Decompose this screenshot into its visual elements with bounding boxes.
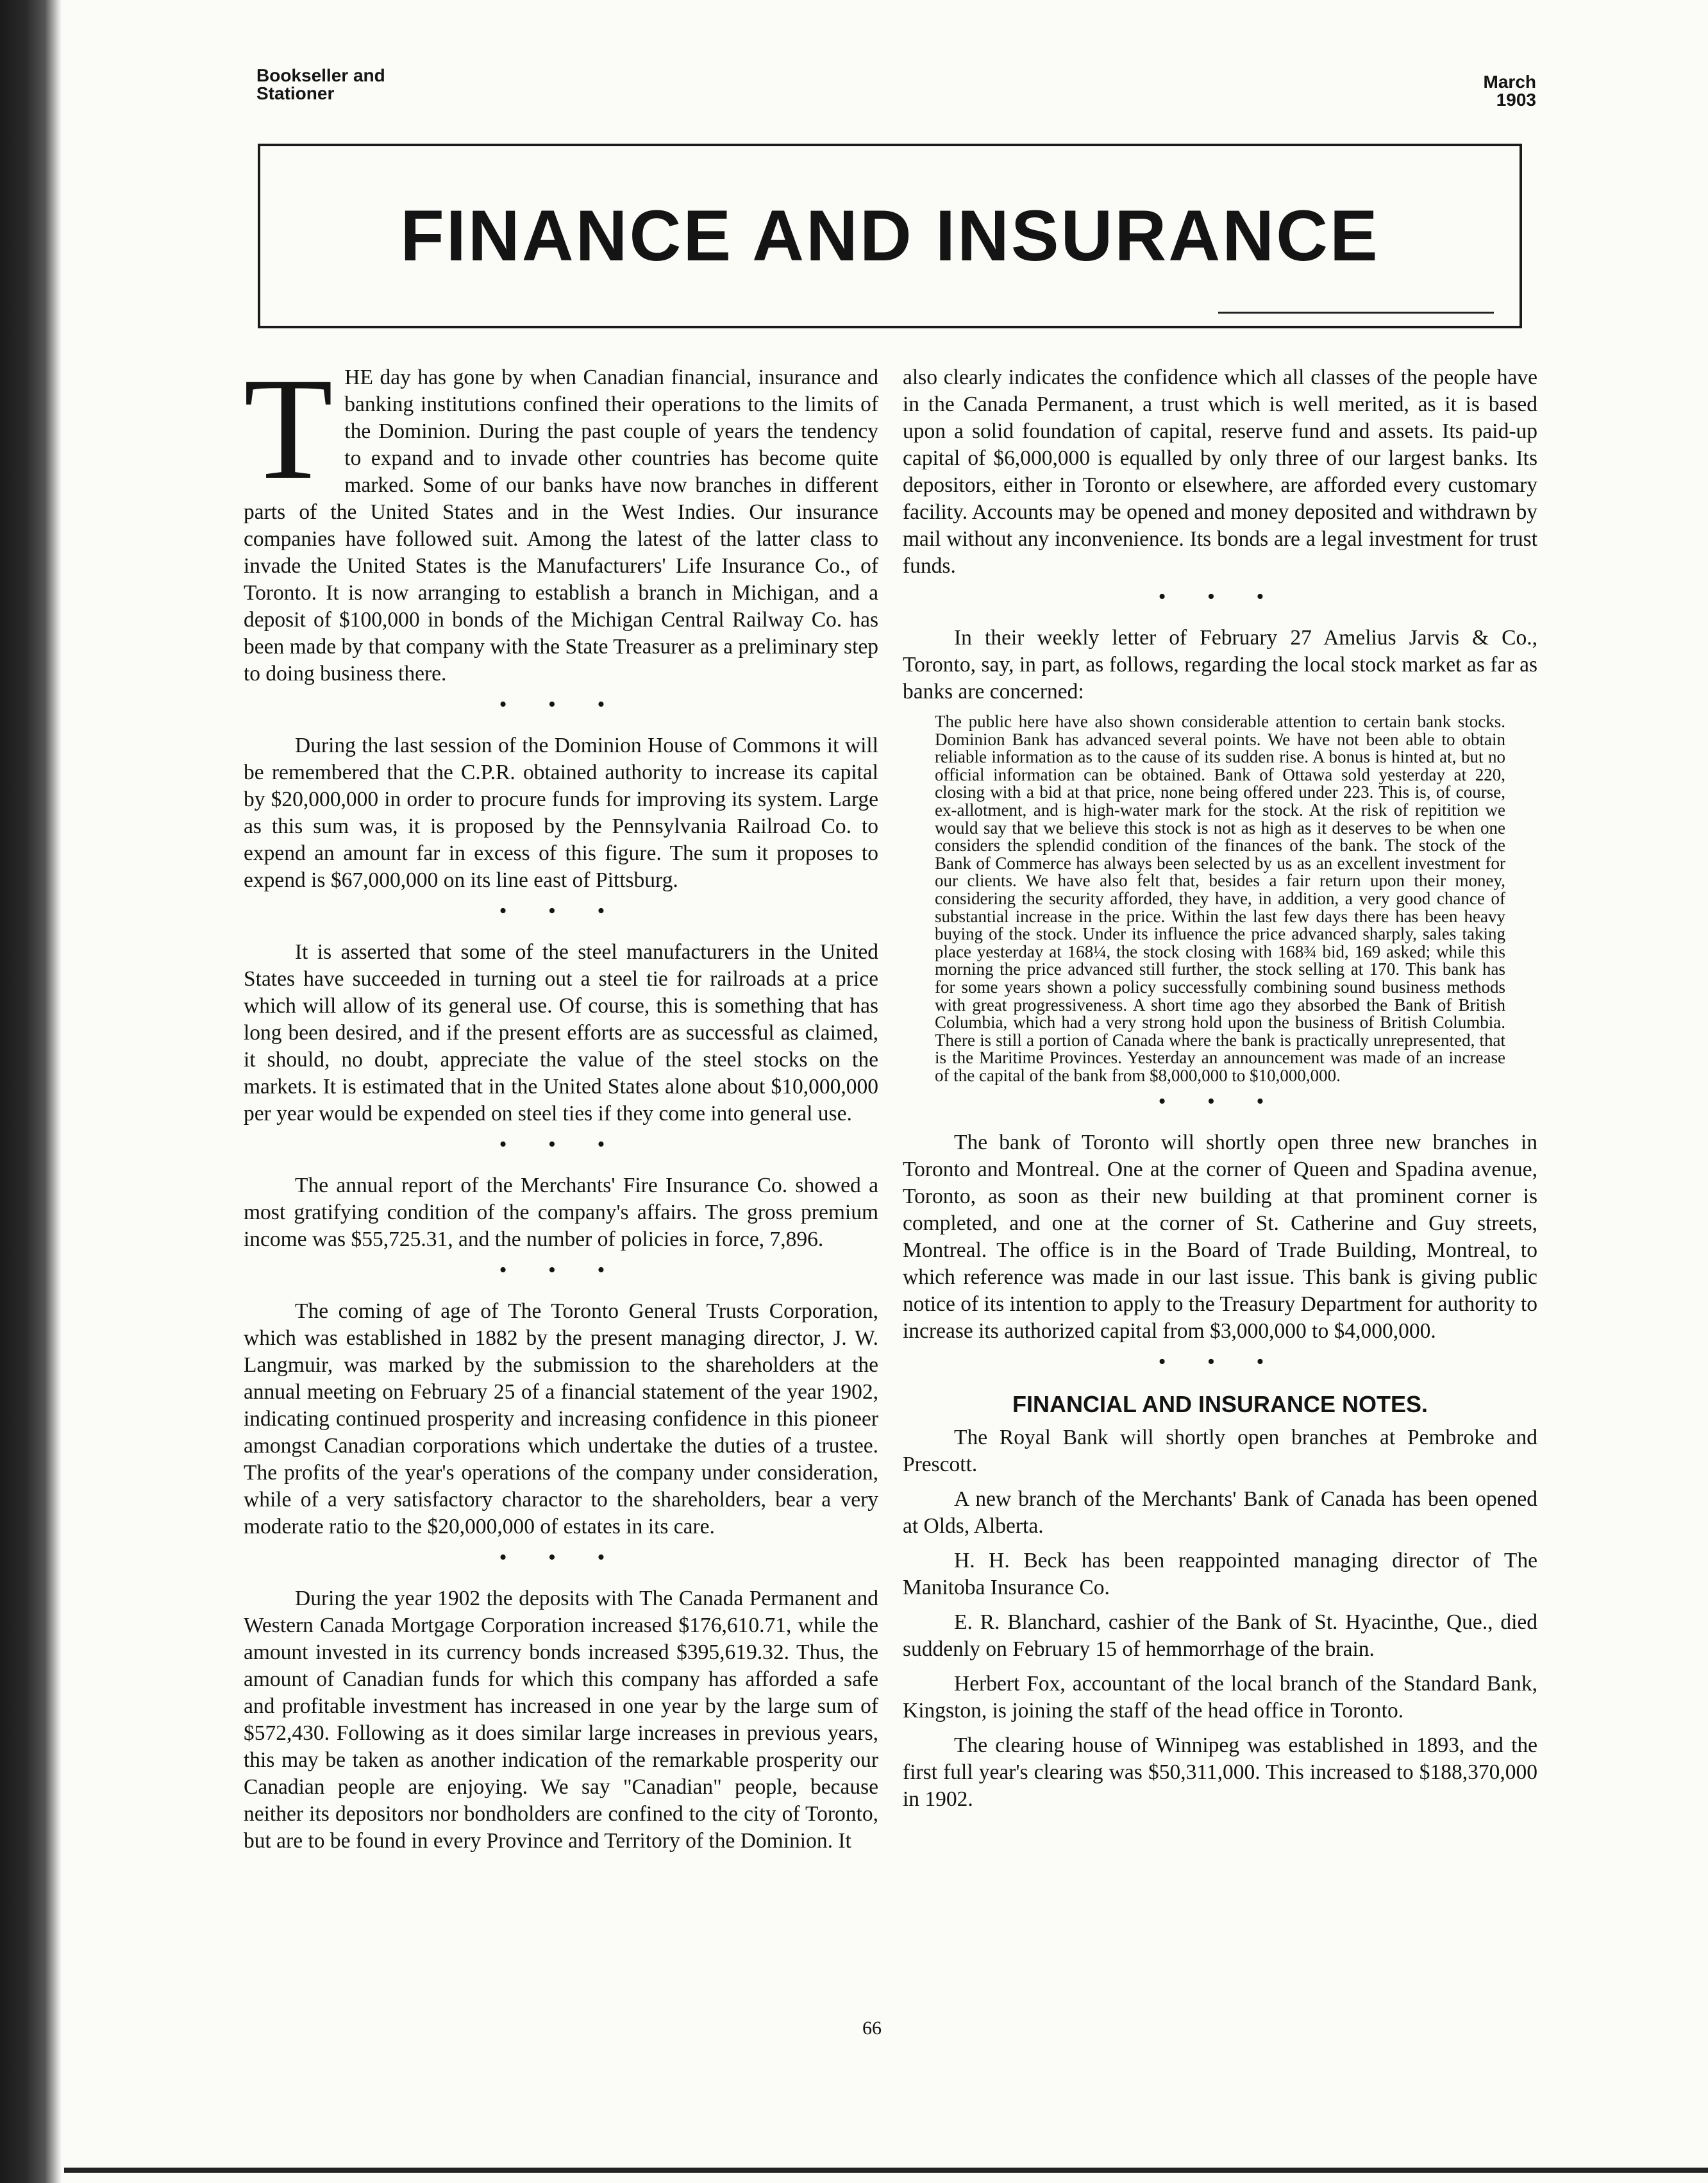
page-edge-shadow: [0, 0, 62, 2183]
note-item: The clearing house of Winnipeg was established in 1893, and the first full year's clearing was $50,311,000. This increased to $188,370,000 in 1902.: [903, 1733, 1537, 1812]
note-item: The Royal Bank will shortly open branches at Pembroke and Prescott.: [903, 1426, 1537, 1477]
section-separator: • • •: [499, 1258, 623, 1282]
paragraph-bank-of-toronto: The bank of Toronto will shortly open three new branches in Toronto and Montreal. One at the corner of Queen and Spadina avenue, Toronto, as soon as their new building at that prominent corner is completed, and one at the corner of St. Catherine and Guy streets, Montreal. The office is in the Board of Trade Building, Montreal, to which reference was made in our last issue. This bank is giving public notice of its intention to apply to the Treasury Department for authority to increase its authorized capital from $3,000,000 to $4,000,000.: [903, 1131, 1537, 1344]
paragraph-toronto-general-trusts: The coming of age of The Toronto General Trusts Corporation, which was established in 1882 by the present managing director, J. W. Langmuir, was marked by the submission to the shareholders at the annual meeting on February 25 of a financial statement of the year 1902, indicating continued prosperity and increasing confidence in this pioneer amongst Canadian corporations which undertake the duties of a trustee. The profits of the year's operations of the company under consideration, while of a very satisfactory charactor to the shareholders, bear a very moderate ratio to the $20,000,000 of estates in its care.: [244, 1299, 878, 1538]
left-column: [244, 348, 878, 1855]
article-intro-paragraph: [244, 348, 878, 687]
section-separator: • • •: [1158, 585, 1282, 609]
publication-line-1: Bookseller and: [256, 65, 385, 85]
section-separator: • • •: [1158, 1090, 1282, 1114]
paragraph-canada-permanent-continued: also clearly indicates the confidence which all classes of the people have in the Canada Permanent, a trust which is well merited, as it is based upon a solid foundation of capital, reserve fund and assets. Its paid-up capital of $6,000,000 is equalled by only three of our largest banks. Its depositors, either in Toronto or elsewhere, are afforded every customary facility. Accounts may be opened and money deposited and withdrawn by mail without any inconvenience. Its bonds are a legal investment for trust funds.: [903, 366, 1537, 578]
section-separator: • • •: [499, 899, 623, 923]
title-box: [258, 144, 1522, 328]
note-item: H. H. Beck has been reappointed managing director of The Manitoba Insurance Co.: [903, 1549, 1537, 1600]
bottom-border-rule: [64, 2168, 1708, 2173]
notes-heading: FINANCIAL AND INSURANCE NOTES.: [1012, 1391, 1428, 1418]
note-item: A new branch of the Merchants' Bank of Canada has been opened at Olds, Alberta.: [903, 1487, 1537, 1538]
section-separator: • • •: [1158, 1350, 1282, 1374]
page-number: 66: [862, 2018, 882, 2039]
intro-text: HE day has gone by when Canadian financial, insurance and banking institutions confined their operations to the limits of the Dominion. During the past couple of years the tendency to expand and to invade other countries has become quite marked. Some of our banks have now branches in different parts of the United States and in the West Indies. Our insurance companies have followed suit. Among the latest of the latter class to invade the United States is the Manufacturers' Life Insurance Co., of Toronto. It is now arranging to establish a branch in Michigan, and a deposit of $100,000 in bonds of the Michigan Central Railway Co. has been made by that company with the State Treasurer as a preliminary step to doing business there.: [244, 366, 878, 686]
paragraph-merchants-fire: The annual report of the Merchants' Fire Insurance Co. showed a most gratifying condition of the company's affairs. The gross premium income was $55,725.31, and the number of policies in force, 7,896.: [244, 1174, 878, 1251]
section-separator: • • •: [499, 1133, 623, 1156]
section-separator: • • •: [499, 693, 623, 716]
page-title: FINANCE AND INSURANCE: [400, 196, 1380, 276]
title-underline-rule: [1218, 312, 1494, 314]
right-column: [903, 364, 1537, 1821]
date-year: 1903: [1496, 90, 1536, 110]
note-item: E. R. Blanchard, cashier of the Bank of St. Hyacinthe, Que., died suddenly on February 15 of hemmorrhage of the brain.: [903, 1610, 1537, 1662]
section-separator: • • •: [499, 1546, 623, 1569]
date-month: March: [1483, 72, 1536, 92]
notes-list: [903, 1424, 1537, 1813]
block-quote-stock-market: The public here have also shown considerable attention to certain bank stocks. Dominion Bank has advanced several points. We have not been able to obtain reliable information as to the cause of its sudden rise. A bonus is hinted at, but no official information can be obtained. Bank of Ottawa sold yesterday at 220, closing with a bid at that price, none being offered under 223. This is, of course, ex-allotment, and is high-water mark for the stock. At the risk of repitition we would say that we believe this stock is not as high as it deserves to be when one considers the splendid condition of the finances of the bank. The stock of the Bank of Commerce has always been selected by us as an excellent investment for our clients. We have also felt that, besides a fair return upon their money, considering the security afforded, they have, in addition, a very good chance of substantial increase in the price. Within the last few days there has been heavy buying of the stock. Under its influence the price advanced sharply, sales taking place yesterday at 168¼, the stock closing with 168¾ bid, 169 asked; while this morning the price advanced still further, the stock selling at 170. This bank has for some years shown a policy successfully combining sound business methods with great progressiveness. A short time ago they absorbed the Bank of British Columbia, which had a very strong hold upon the business of British Columbia. There is still a portion of Canada where the bank is practically unrepresented, that is the Maritime Provinces. Yesterday an announcement was made of an increase of the capital of the bank from $8,000,000 to $10,000,000.: [935, 712, 1505, 1085]
note-item: Herbert Fox, accountant of the local branch of the Standard Bank, Kingston, is joining the staff of the head office in Toronto.: [903, 1672, 1537, 1723]
drop-cap-letter: T: [244, 348, 333, 510]
paragraph-jarvis-letter: In their weekly letter of February 27 Amelius Jarvis & Co., Toronto, say, in part, as follows, regarding the local stock market as far as banks are concerned:: [903, 626, 1537, 704]
paragraph-canada-permanent: During the year 1902 the deposits with The Canada Permanent and Western Canada Mortgage Corporation increased $176,610.71, while the amount invested in its currency bonds increased $395,619.32. Thus, the amount of Canadian funds for which this company has afforded a safe and profitable investment has increased in one year by the large sum of $572,430. Following as it does similar large increases in previous years, this may be taken as another indication of the remarkable prosperity our Canadian people are enjoying. We say "Canadian" people, because neither its depositors nor bondholders are confined to the city of Toronto, but are to be found in every Province and Territory of the Dominion. It: [244, 1587, 878, 1853]
paragraph-cpr-capital: During the last session of the Dominion House of Commons it will be remembered that the C.P.R. obtained authority to increase its capital by $20,000,000 in order to procure funds for improving its system. Large as this sum was, it is proposed by the Pennsylvania Railroad Co. to expend an amount far in excess of this figure. The sum it proposes to expend is $67,000,000 on its line east of Pittsburg.: [244, 734, 878, 892]
publication-line-2: Stationer: [256, 83, 335, 103]
running-head-publication: [256, 67, 385, 103]
running-head-date: [1484, 73, 1536, 109]
paragraph-steel-ties: It is asserted that some of the steel manufacturers in the United States have succeeded in turning out a steel tie for railroads at a price which will allow of its general use. Of course, this is something that has long been desired, and if the present efforts are as successful as claimed, it should, no doubt, appreciate the value of the steel stocks on the markets. It is estimated that in the United States alone about $10,000,000 per year would be expended on steel ties if they come into general use.: [244, 940, 878, 1125]
